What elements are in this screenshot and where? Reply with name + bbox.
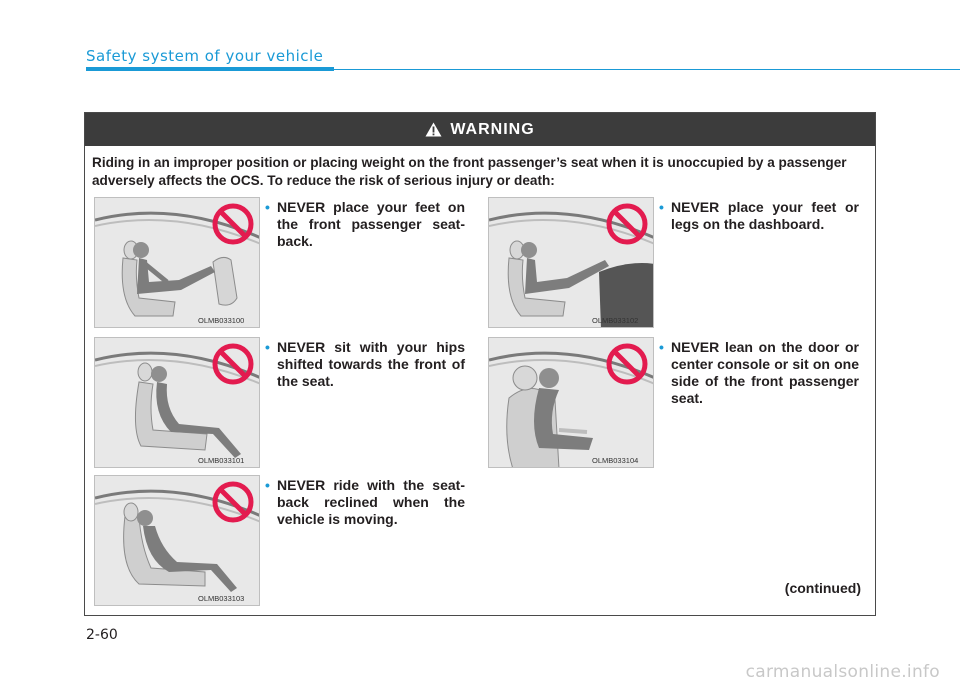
illustration-leaning [488, 337, 654, 468]
continued-label: (continued) [784, 580, 861, 596]
warning-triangle-icon [425, 122, 442, 137]
bullet-text: NEVER sit with your hips shifted towards the front of the seat. [277, 339, 465, 389]
figure-code: OLMB033104 [592, 456, 639, 465]
figure-code: OLMB033101 [198, 456, 245, 465]
bullet-text: NEVER place your feet or legs on the dashboard. [671, 199, 859, 232]
illustration-hips-shifted [94, 337, 260, 468]
bullet-item [265, 339, 465, 390]
prohibition-icon [489, 338, 654, 468]
page-number: 2-60 [86, 627, 118, 643]
watermark: carmanualsonline.info [745, 662, 940, 682]
bullet-text: NEVER place your feet on the front passenger seat-back. [277, 199, 465, 249]
warning-box [84, 112, 876, 616]
bullet-item [265, 199, 465, 250]
warning-intro: Riding in an improper position or placing weight on the front passenger’s seat when it is unoccupied by a passenger adversely affects the OCS. To reduce the risk of serious injury or death: [92, 155, 847, 188]
bullet-dot: • [265, 199, 270, 215]
illustration-reclined [94, 475, 260, 606]
bullet-item [265, 477, 465, 528]
bullet-item [659, 339, 859, 407]
warning-title: WARNING [450, 120, 535, 138]
bullet-dot: • [265, 339, 270, 355]
prohibition-icon [95, 338, 260, 468]
bullet-text: NEVER ride with the seat-back reclined when the vehicle is moving. [277, 477, 465, 527]
illustration-feet-on-seatback [94, 197, 260, 328]
prohibition-icon [489, 198, 654, 328]
section-title: Safety system of your vehicle [86, 47, 324, 65]
figure-code: OLMB033103 [198, 594, 245, 603]
bullet-dot: • [265, 477, 270, 493]
bullet-text: NEVER lean on the door or center console or sit on one side of the front passenger seat. [671, 339, 859, 406]
figure-code: OLMB033100 [198, 316, 245, 325]
prohibition-icon [95, 198, 260, 328]
bullet-dot: • [659, 199, 664, 215]
bullet-item [659, 199, 859, 233]
prohibition-icon [95, 476, 260, 606]
figure-code: OLMB033102 [592, 316, 639, 325]
bullet-dot: • [659, 339, 664, 355]
warning-header [85, 113, 875, 146]
header-rule [86, 67, 334, 71]
header-rule-thin [334, 69, 960, 70]
illustration-feet-on-dashboard [488, 197, 654, 328]
